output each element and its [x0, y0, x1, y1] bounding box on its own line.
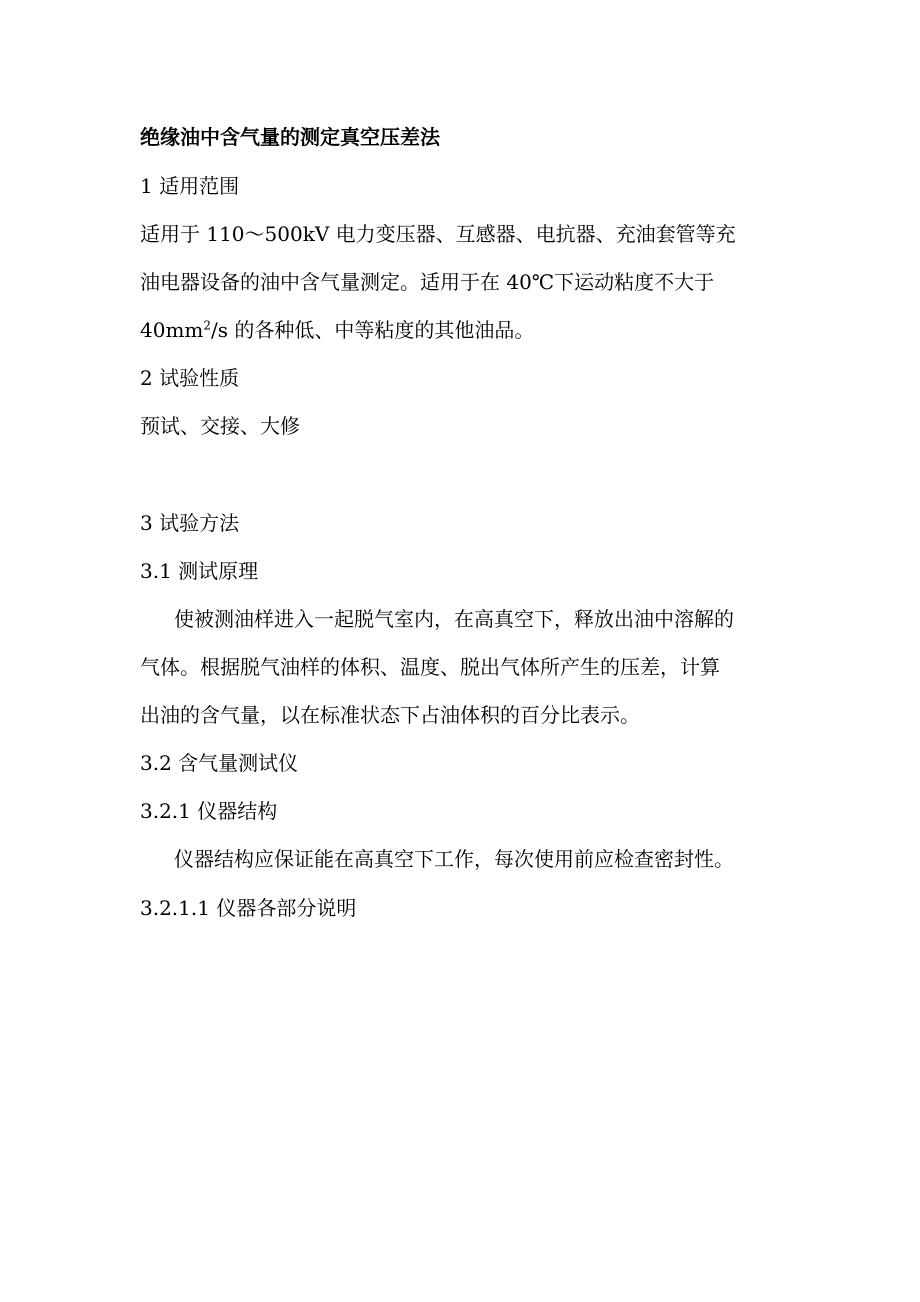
section-3-1-heading: 3.1 测试原理: [140, 559, 259, 583]
section-2-body: 预试、交接、大修: [140, 414, 300, 438]
document-title: 绝缘油中含气量的测定真空压差法: [140, 125, 440, 149]
section-1-line-3: [140, 317, 534, 343]
section-3-2-1-heading: 3.2.1 仪器结构: [140, 799, 278, 823]
section-3-heading: 3 试验方法: [140, 511, 240, 535]
section-1-line-3-superscript: 2: [203, 318, 212, 333]
section-3-1-line-3: 出油的含气量，以在标准状态下占油体积的百分比表示。: [140, 703, 640, 727]
section-1-line-1: 适用于 110～500kV 电力变压器、互感器、电抗器、充油套管等充: [140, 222, 736, 246]
section-3-2-heading: 3.2 含气量测试仪: [140, 751, 299, 775]
section-1-heading: 1 适用范围: [140, 174, 240, 198]
section-2-heading: 2 试验性质: [140, 366, 240, 390]
section-1-line-3-pre: 40mm: [140, 318, 204, 342]
section-3-2-1-1-heading: 3.2.1.1 仪器各部分说明: [140, 896, 357, 920]
section-3-2-1-body: 仪器结构应保证能在高真空下工作，每次使用前应检查密封性。: [174, 847, 734, 871]
section-1-line-3-post: /s 的各种低、中等粘度的其他油品。: [211, 318, 535, 342]
section-3-1-line-2: 气体。根据脱气油样的体积、温度、脱出气体所产生的压差，计算: [140, 655, 720, 679]
section-3-1-line-1: 使被测油样进入一起脱气室内，在高真空下，释放出油中溶解的: [174, 607, 734, 631]
section-1-line-2: 油电器设备的油中含气量测定。适用于在 40℃下运动粘度不大于: [140, 270, 715, 294]
